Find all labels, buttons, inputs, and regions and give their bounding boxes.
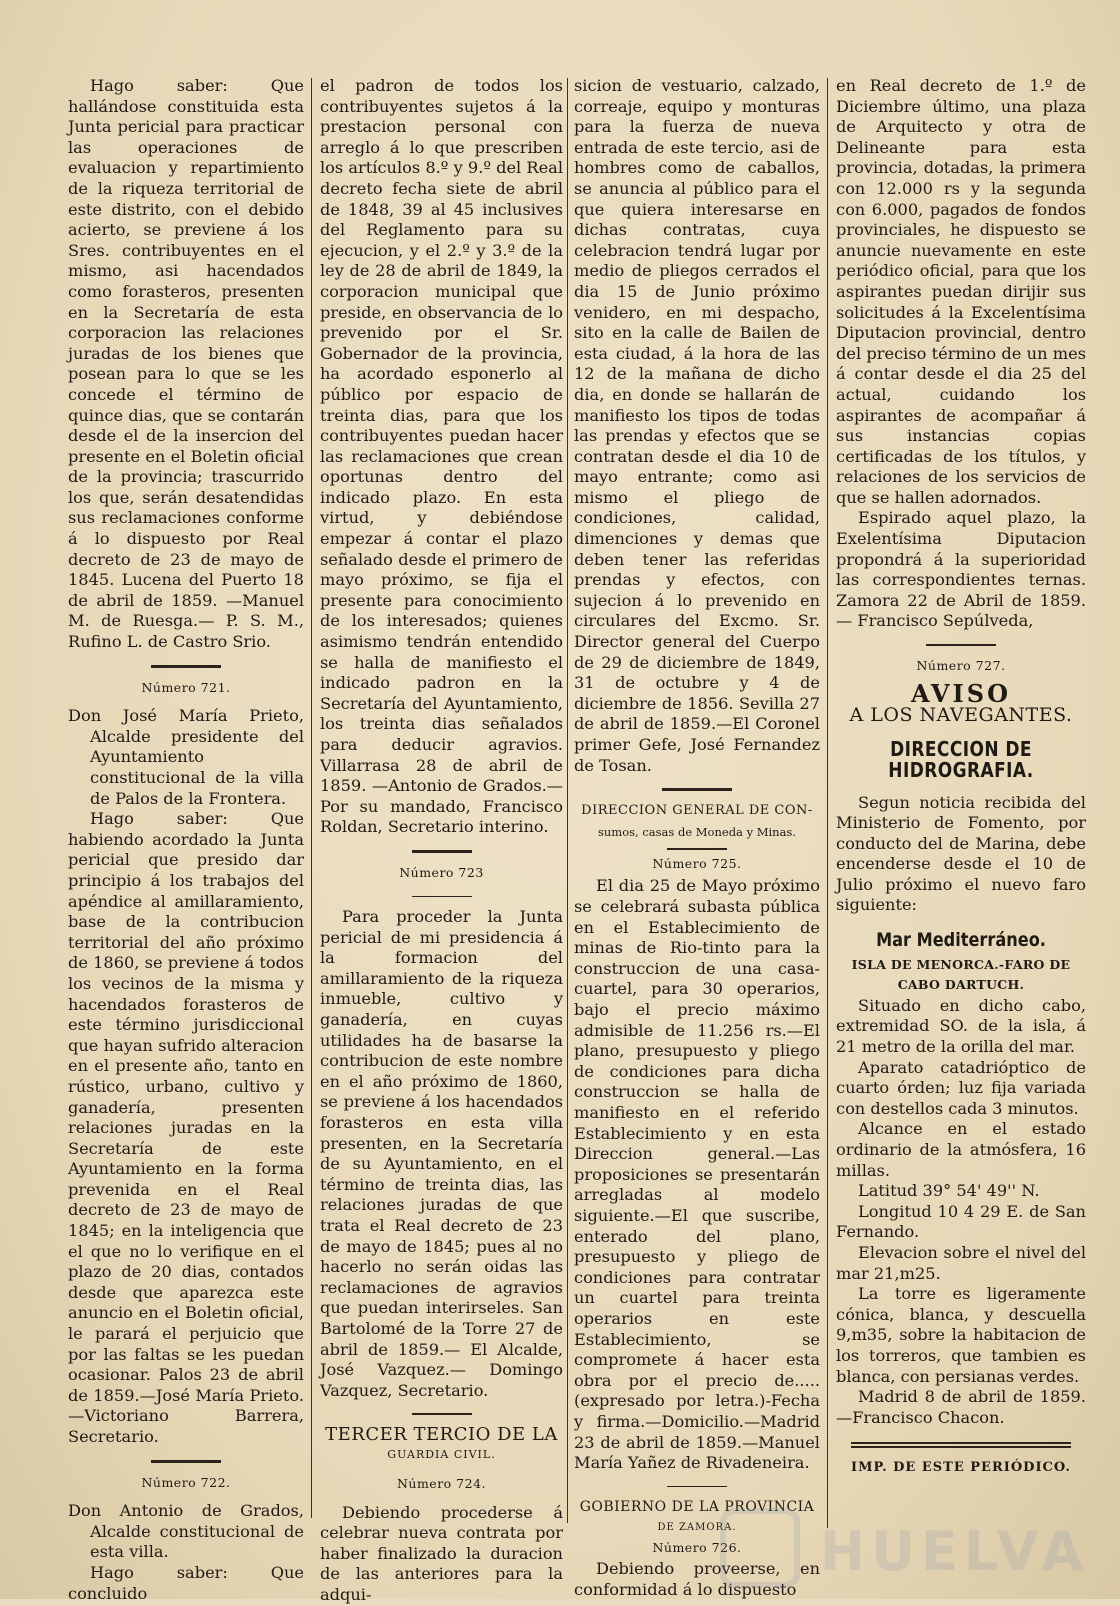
- separator: [412, 1413, 472, 1415]
- column-4: [836, 76, 1086, 1479]
- notice-727-intro: Segun noticia recibida del Ministerio de Fomento, por conducto del de Marina, debe encenderse desde el 10 de Julio próximo el nuevo faro siguiente:: [836, 792, 1086, 915]
- faro-latitud: Latitud 39° 54' 49'' N.: [858, 1181, 1040, 1201]
- imprint: IMP. DE ESTE PERIÓDICO.: [851, 1460, 1071, 1476]
- notice-724-continued: sicion de vestuario, calzado, correaje, equipo y monturas para la fuerza de nueva entrada de este tercio, asi de hombres como de caballos, se anuncia al público para el que quiera interesarse en dichas contratas, cuya celebracion tendrá lugar por medio de pliegos cerrados el dia 15 de Junio próximo venidero, en mi despacho, sito en la calle de Bailen de esta ciudad, á la hora de las 12 de la mañana de dicho dia, en donde se hallarán de manifiesto los tipos de todas las prendas y efectos que se contratan desde el dia 10 de mayo entrante; como asi mismo el pliego de condiciones, calidad, dimenciones y demas que deben tener las referidas prendas y efectos, con sujecion á lo prevenido en circulares del Excmo. Sr. Director general del Cuerpo de 29 de diciembre de 1849, 31 de octubre y 4 de diciembre de 1856. Sevilla 27 de abril de 1859.—El Coronel primer Gefe, José Fernandez de Tosan.: [574, 76, 820, 775]
- notice-722-continued: el padron de todos los contribuyentes sujetos á la prestacion personal con arreglo á lo que prescriben los artículos 8.º y 9.º del Real decreto fecha siete de abril de 1848, 39 al 45 inclusives del Reglamento para su ejecucion, y el 2.º y 3.º de la ley de 28 de abril de 1849, la corporacion municipal que preside, en observancia de lo prevenido por el Sr. Gobernador de la provincia, ha acordado esponerlo al público por espacio de treinta dias, para que los contribuyentes puedan hacer las reclamaciones que crean oportunas dentro del indicado plazo. En esta virtud, y debiéndose empezar á contar el plazo señalado desde el primero de mayo próximo, se fija el presente para conocimiento de los interesados; quienes asimismo tendrán entendido se halla de manifiesto el indicado padron en la Secretaría del Ayuntamiento, los treinta dias señalados para deducir agravios. Villarrasa 28 de abril de 1859. —Antonio de Grados.—Por su mandado, Francisco Roldan, Secretario interino.: [320, 76, 563, 837]
- notice-723-body: Para proceder la Junta pericial de mi presidencia á la formacion del amillaramiento de la riqueza inmueble, cultivo y ganadería, en cuyas utilidades ha de basarse la contribucion de este nombre en el año próximo de 1860, se previene á los hacendados forasteros en esta villa presenten, en la Secretaría de su Ayuntamiento, en el término de treinta dias, las relaciones juradas de que trata el Real decreto de 23 de mayo de 1845; pues al no hacerlo no serán oidas las reclamaciones de agravios que puedan interirseles. San Bartolomé de la Torre 27 de abril de 1859.— El Alcalde, José Vazquez.— Domingo Vazquez, Secretario.: [320, 907, 563, 1400]
- notice-721-body: Hago saber: Que habiendo acordado la Junta pericial que presido dar principio á los trabajos del apéndice al amillaramiento, base de la contribucion territorial del año próximo de 1860, se previene á todos los vecinos de la misma y hacendados forasteros de este término jurisdiccional que hayan sufrido alteracion en el presente año, tanto en rústico, urbano, cultivo y ganadería, presenten relaciones juradas en la Secretaría de este Ayuntamiento en la forma prevenida en el Real decreto de 23 de mayo de 1845; en la inteligencia que el que no lo verifique en el plazo de 20 dias, contados desde que aparezca este anuncio en el Boletin oficial, le parará el perjuicio que por las faltas se les puedan ocasionar. Palos 23 de abril de 1859.—José María Prieto.—Victoriano Barrera, Secretario.: [68, 809, 304, 1446]
- separator: [851, 1442, 1071, 1444]
- section-heading: TERCER TERCIO DE LA: [325, 1423, 558, 1445]
- notice-number: Número 727.: [916, 657, 1006, 673]
- notice-721-heading: Don José María Prieto, Alcalde presidente del Ayuntamiento constitucional de la villa de Palos de la Frontera.: [68, 706, 304, 808]
- navegantes-heading: A LOS NAVEGANTES.: [849, 703, 1073, 726]
- notice-number: Número 723: [399, 864, 484, 880]
- notice-724-body: Debiendo procederse á celebrar nueva contrata por haber finalizado la duracion de las anteriores para la adqui-: [320, 1502, 563, 1604]
- column-2: [320, 76, 563, 1606]
- notice-lucena: Hago saber: Que hallándose constituida esta Junta pericial para practicar las operaciones de evaluacion y repartimiento de la riqueza territorial de este distrito, con el debido acierto, se previene á los Sres. contribuyentes en el mismo, asi hacendados como forasteros, presenten en la Secretaría de esta corporacion las relaciones juradas de los bienes que posean para lo que se les concede el término de quince dias, que se contarán desde el de la insercion del presente en el Boletin oficial de la provincia; trascurrido los que, serán desatendidas sus reclamaciones conforme á lo dispuesto por Real decreto de 23 de mayo de 1845. Lucena del Puerto 18 de abril de 1859. —Manuel M. de Ruesga.— P. S. M., Rufino L. de Castro Srio.: [68, 76, 304, 652]
- separator: [662, 788, 732, 791]
- faro-alcance: Alcance en el estado ordinario de la atmósfera, 16 millas.: [836, 1119, 1086, 1180]
- separator: [926, 644, 996, 646]
- separator: [412, 850, 472, 853]
- section-subheading: DE ZAMORA.: [657, 1521, 737, 1533]
- separator: [151, 1460, 221, 1463]
- notice-number: Número 724.: [396, 1476, 487, 1491]
- mar-heading: Mar Mediterráneo.: [876, 929, 1046, 952]
- separator: [412, 896, 472, 898]
- notice-726-closing: Espirado aquel plazo, la Exelentísima Diputacion propondrá á la superioridad las correspondientes ternas. Zamora 22 de Abril de 1859.— Francisco Sepúlveda,: [836, 508, 1086, 631]
- hidrografia-heading: DIRECCION DE HIDROGRAFIA.: [888, 737, 1034, 782]
- separator: [667, 1486, 727, 1488]
- column-rule: [827, 78, 828, 1528]
- section-heading: DIRECCION GENERAL DE CON-: [581, 803, 813, 819]
- column-1: [68, 76, 304, 1604]
- separator: [667, 848, 727, 850]
- column-rule: [567, 78, 568, 1523]
- seal-icon: [720, 1508, 800, 1588]
- aviso-heading: AVISO: [911, 679, 1011, 709]
- notice-726-body: Debiendo proveerse, en conformidad á lo dispuesto: [574, 1558, 820, 1599]
- section-subheading: sumos, casas de Moneda y Minas.: [598, 824, 796, 839]
- faro-longitud: Longitud 10 4 29 E. de San Fernando.: [836, 1201, 1086, 1242]
- separator: [151, 665, 221, 668]
- notice-727-signature: Madrid 8 de abril de 1859. —Francisco Chacon.: [836, 1387, 1086, 1427]
- notice-number: Número 725.: [652, 855, 742, 871]
- watermark-text: HUELVA: [820, 1520, 1089, 1583]
- faro-torre: La torre es ligeramente cónica, blanca, y descuella 9,m35, sobre la habitacion de los torreros, que tambien es blanca, con persianas verdes.: [836, 1284, 1086, 1386]
- notice-726-continued: en Real decreto de 1.º de Diciembre último, una plaza de Arquitecto y otra de Delineante para esta provincia, dotadas, la primera con 12.000 rs y la segunda con 6.000, pagados de fondos provinciales, he dispuesto se anuncie nuevamente en este periódico oficial, para que los aspirantes puedan dirijir sus solicitudes á la Excelentísima Diputacion provincial, dentro del preciso término de un mes á contar desde el dia 25 del actual, cuidando los aspirantes de acompañar á sus instancias copias certificadas de los títulos, y relaciones de los servicios de que se hallen adornados.: [836, 76, 1086, 507]
- faro-situado: Situado en dicho cabo, extremidad SO. de la isla, á 21 metro de la orilla del mar.: [836, 995, 1086, 1057]
- section-heading: GOBIERNO DE LA PROVINCIA: [579, 1499, 815, 1516]
- notice-725-body: El dia 25 de Mayo próximo se celebrará subasta pública en el Establecimiento de minas de Rio-tinto para la construccion de una casa-cuartel, para 30 operarios, bajo el precio máximo admisible de 11.256 rs.—El plano, presupuesto y pliego de condiciones para dicha construccion se halla de manifiesto en el referido Establecimiento y en esta Direccion general.—Las proposiciones se presentarán arregladas al modelo siguiente.—El que suscribe, enterado del plano, presupuesto y pliego de condiciones para contratar un cuartel para treinta operarios en este Establecimiento, se compromete á hacer esta obra por el precio de..... (expresado por letra.)-Fecha y firma.—Domicilio.—Madrid 23 de abril de 1859.—Manuel María Yañez de Rivadeneira.: [574, 876, 820, 1473]
- faro-elevacion: Elevacion sobre el nivel del mar 21,m25.: [836, 1242, 1086, 1283]
- notice-722-body: Hago saber: Que concluido: [68, 1562, 304, 1603]
- notice-722-heading: Don Antonio de Grados, Alcalde constitucional de esta villa.: [68, 1501, 304, 1562]
- section-subheading: GUARDIA CIVIL.: [387, 1448, 496, 1462]
- notice-number: Número 721.: [141, 679, 231, 695]
- notice-number: Número 726.: [652, 1540, 742, 1556]
- archive-watermark: [720, 1500, 1089, 1590]
- isla-heading: ISLA DE MENORCA.-FARO DE CABO DARTUCH.: [851, 956, 1071, 993]
- column-rule: [311, 78, 312, 1518]
- column-3: [574, 76, 820, 1600]
- faro-aparato: Aparato catadrióptico de cuarto órden; luz fija variada con destellos cada 3 minutos.: [836, 1057, 1086, 1118]
- notice-number: Número 722.: [141, 1474, 231, 1490]
